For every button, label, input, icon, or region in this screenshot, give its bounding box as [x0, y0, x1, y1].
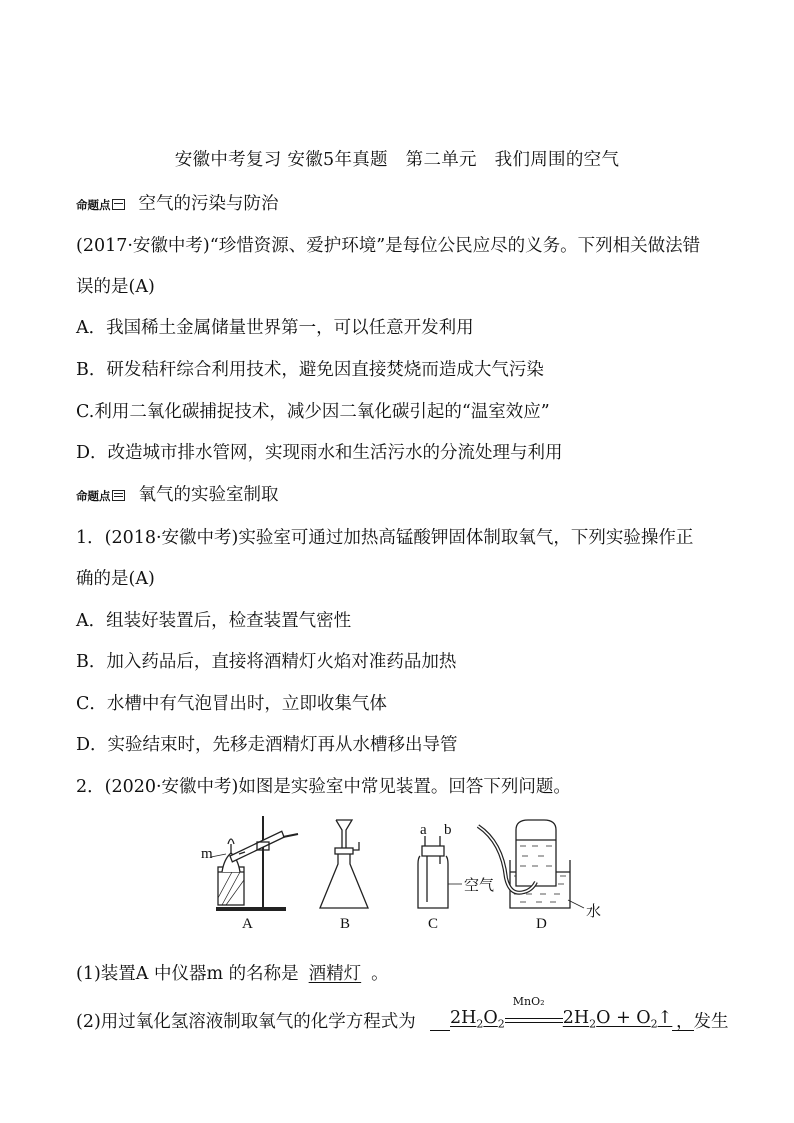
subquestion-1: (1)装置A 中仪器m 的名称是 酒精灯 。	[76, 964, 389, 984]
option-c: C．水槽中有气泡冒出时，立即收集气体	[76, 694, 387, 714]
answer-blank-1[interactable]: 酒精灯	[308, 964, 362, 984]
label-water: 水	[586, 904, 602, 920]
apparatus-c	[418, 836, 462, 908]
label-b: B	[340, 916, 351, 932]
option-b: B．加入药品后，直接将酒精灯火焰对准药品加热	[76, 652, 457, 672]
label-a-port: a	[420, 822, 427, 838]
question-stem-line: 误的是(A)	[76, 277, 155, 297]
question-stem-line: 1．(2018·安徽中考)实验室可通过加热高锰酸钾固体制取氧气，下列实验操作正	[76, 528, 694, 548]
label-air: 空气	[464, 878, 495, 894]
topic-tag-2: 命题点	[76, 488, 125, 504]
page-title: 安徽中考复习 安徽5年真题 第二单元 我们周围的空气	[174, 150, 620, 170]
option-b: B．研发秸秆综合利用技术，避免因直接焚烧而造成大气污染	[76, 360, 544, 380]
subquestion-2: (2)用过氧化氢溶液制取氧气的化学方程式为	[76, 1012, 416, 1032]
apparatus-a	[216, 816, 298, 909]
label-c: C	[428, 916, 439, 932]
topic-tag-1: 命题点	[76, 197, 125, 213]
apparatus-d	[478, 820, 584, 908]
question-stem-line: (2017·安徽中考)“珍惜资源、爱护环境”是每位公民应尽的义务。下列相关做法错	[76, 236, 701, 256]
option-a: A．组装好装置后，检查装置气密性	[76, 611, 352, 631]
chemical-equation[interactable]: $2H_2O_2$ MnO₂ $2H_2O$ + $O_2↑$	[430, 1008, 720, 1031]
topic-number-icon	[112, 490, 125, 501]
option-d: D．改造城市排水管网，实现雨水和生活污水的分流处理与利用	[76, 443, 563, 463]
apparatus-b	[320, 820, 368, 908]
lab-apparatus-figure	[201, 812, 610, 941]
section-heading-1: 命题点 空气的污染与防治	[76, 194, 279, 214]
option-d: D．实验结束时，先移走酒精灯再从水槽移出导管	[76, 735, 458, 755]
label-a: A	[242, 916, 253, 932]
option-c: C.利用二氧化碳捕捉技术，减少因二氧化碳引起的“温室效应”	[76, 402, 550, 422]
catalyst-label: MnO₂	[512, 994, 545, 1008]
section-heading-2: 命题点 氧气的实验室制取	[76, 485, 279, 505]
label-d: D	[536, 916, 547, 932]
topic-number-icon	[112, 199, 125, 210]
label-m: m	[201, 846, 213, 862]
question-stem-line: 2．(2020·安徽中考)如图是实验室中常见装置。回答下列问题。	[76, 777, 571, 797]
subquestion-2-suffix: ，发生	[676, 1012, 729, 1032]
question-stem-line: 确的是(A)	[76, 569, 155, 589]
option-a: A．我国稀土金属储量世界第一，可以任意开发利用	[76, 318, 474, 338]
label-b-port: b	[444, 822, 452, 838]
